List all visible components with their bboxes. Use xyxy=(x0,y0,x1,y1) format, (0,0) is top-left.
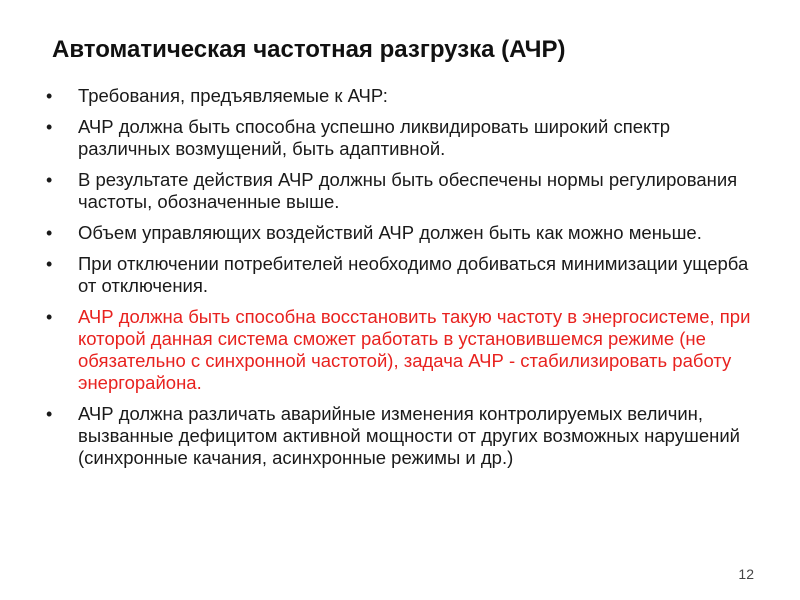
bullet-dot-icon: • xyxy=(46,170,53,190)
bullet-text: В результате действия АЧР должны быть обеспечены нормы регулирования частоты, обозначенные выше. xyxy=(78,169,738,212)
bullet-item-1 xyxy=(46,85,756,107)
page-number: 12 xyxy=(738,566,754,582)
bullet-dot-icon: • xyxy=(46,254,53,274)
bullet-item-7 xyxy=(46,403,756,469)
bullet-text: АЧР должна различать аварийные изменения контролируемых величин, вызванные дефицитом активной мощности от других возможных нарушений (синхронные качания, асинхронные режимы и др.) xyxy=(78,403,740,468)
bullet-text: Объем управляющих воздействий АЧР должен быть как можно меньше. xyxy=(78,222,702,243)
slide-title: Автоматическая частотная разгрузка (АЧР) xyxy=(52,36,566,63)
bullet-text: При отключении потребителей необходимо добиваться минимизации ущерба от отключения. xyxy=(78,253,749,296)
bullet-text: Требования, предъявляемые к АЧР: xyxy=(78,85,388,106)
bullet-list xyxy=(46,85,756,478)
bullet-dot-icon: • xyxy=(46,223,53,243)
bullet-item-3 xyxy=(46,169,756,213)
bullet-item-5 xyxy=(46,253,756,297)
bullet-dot-icon: • xyxy=(46,86,53,106)
bullet-item-2 xyxy=(46,116,756,160)
bullet-dot-icon: • xyxy=(46,404,53,424)
bullet-item-4 xyxy=(46,222,756,244)
bullet-dot-icon: • xyxy=(46,117,53,137)
bullet-text: АЧР должна быть способна успешно ликвидировать широкий спектр различных возмущений, быть адаптивной. xyxy=(78,116,671,159)
bullet-text-highlighted: АЧР должна быть способна восстановить такую частоту в энергосистеме, при которой данная система сможет работать в установившемся режиме (не обязательно с синхронной частотой), задача АЧР - стабилизировать работу энергорайона. xyxy=(78,306,751,393)
bullet-item-6-highlighted xyxy=(46,306,756,394)
bullet-dot-icon: • xyxy=(46,307,53,327)
